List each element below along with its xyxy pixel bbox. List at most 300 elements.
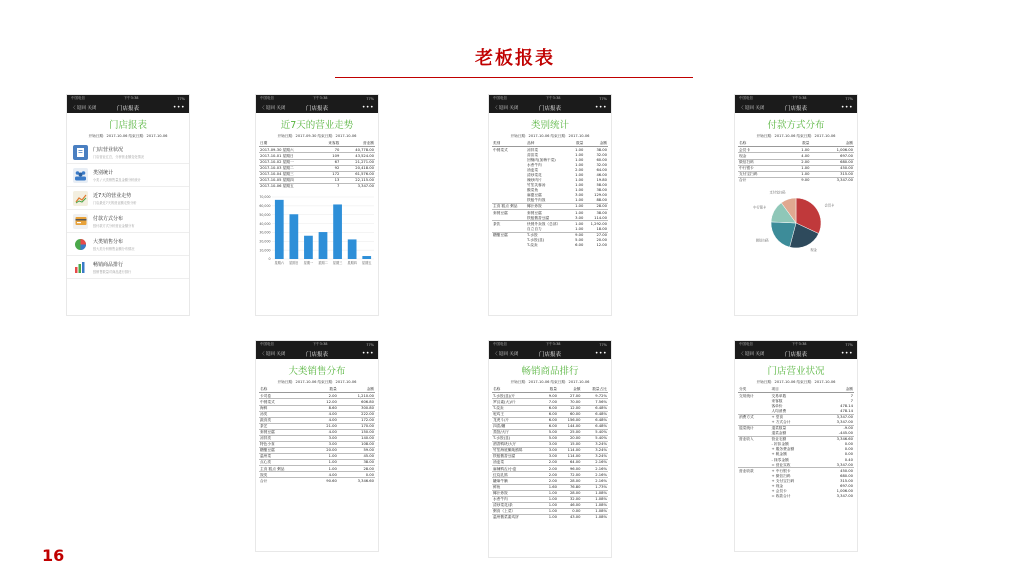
- back-button[interactable]: 〈 返回 关闭: [739, 351, 765, 357]
- table-cell: 1.73%: [582, 484, 609, 490]
- y-tick-label: 60,000: [259, 203, 271, 208]
- table-cell: 45.00: [338, 454, 375, 460]
- table-cell: 2.00: [542, 478, 558, 484]
- table-cell: T-水饺(韭): [527, 237, 545, 242]
- table-cell: T-烧卖: [492, 405, 542, 411]
- table-cell: 竹笙海底椰炖鹧鸪: [492, 448, 542, 454]
- column-header: 数量占比: [582, 387, 609, 393]
- carrier-label: 中国电信: [260, 96, 274, 100]
- table-cell: - 折扣金额: [771, 442, 789, 447]
- table-cell: 90.60: [312, 478, 337, 484]
- table-cell: T-烧卖: [527, 242, 538, 247]
- table-cell: 5.00: [542, 429, 558, 435]
- table-cell: 1.00: [571, 204, 584, 210]
- table-cell: 6.48%: [582, 423, 609, 429]
- table-cell: 0.00: [844, 452, 853, 457]
- table-cell: 172: [319, 171, 341, 177]
- carrier-label: 中国电信: [260, 342, 274, 346]
- table-cell: 1.00: [575, 147, 584, 152]
- date-range: 开始日期：2017-10-06 结束日期：2017-10-06: [756, 380, 836, 384]
- menu-item-7day-trend[interactable]: [67, 187, 189, 210]
- x-tick-label: 星期三: [332, 260, 343, 265]
- slice-label: 微信扫码: [755, 238, 769, 243]
- page-number: 16: [42, 546, 65, 565]
- table-cell: 4.00: [786, 153, 810, 159]
- table-cell: 109: [319, 153, 341, 159]
- table-cell: 交易统计: [739, 393, 754, 398]
- table-cell: 28.00: [338, 466, 375, 472]
- table-cell: 38.00: [596, 147, 607, 152]
- table-cell: T-水饺(韭)/斤: [493, 393, 516, 398]
- column-header: 金额: [818, 387, 854, 393]
- table-cell: 辣炒肉片: [527, 178, 542, 183]
- pie-chart-icon: [73, 237, 88, 252]
- table-cell: 38.00: [596, 188, 607, 193]
- table-cell: 3,347.00: [340, 183, 375, 189]
- table-cell: 1.00: [542, 490, 558, 496]
- report-menu: [67, 141, 189, 279]
- table-cell: 营业收入: [738, 437, 770, 443]
- table-cell: 222.00: [338, 411, 375, 417]
- table-cell: 主食 糕点 粥品: [259, 466, 312, 472]
- table-cell: 点心类: [259, 460, 312, 466]
- x-tick-label: 星期二: [318, 260, 328, 265]
- table-cell: 9.00: [571, 232, 584, 238]
- table-cell: 40,778.00: [355, 147, 374, 152]
- table-cell: 9.00: [786, 177, 810, 183]
- table-cell: 1.00: [575, 183, 584, 188]
- table-cell: 蔬食类: [259, 417, 312, 423]
- table-cell: 2.00: [542, 472, 558, 478]
- table-cell: 支付宝扫码: [738, 171, 786, 177]
- table-cell: 67: [319, 159, 341, 165]
- menu-item-title: 付款方式分布: [93, 215, 124, 222]
- table-row: [738, 177, 854, 183]
- nav-bar: [67, 102, 189, 113]
- table-cell: 茶艺: [259, 423, 312, 429]
- trend-bar-chart: [256, 193, 378, 273]
- table-cell: 114.00: [594, 215, 607, 220]
- table-cell: 129.00: [594, 193, 607, 198]
- table-cell: 卡司卷: [260, 393, 272, 398]
- back-button[interactable]: 〈 返回 关闭: [493, 351, 519, 357]
- table-row: [492, 514, 608, 520]
- table-cell: 19.80: [596, 178, 607, 183]
- table-cell: - 抹零金额: [771, 457, 789, 462]
- table-cell: 1.00: [542, 508, 558, 514]
- table-cell: 150.00: [338, 429, 375, 435]
- time-label: 下午3:38: [312, 342, 328, 346]
- table-cell: 697.00: [810, 153, 854, 159]
- table-row: [259, 478, 375, 484]
- table-cell: 退菜数量: [770, 425, 818, 431]
- table-cell: 1.00: [571, 221, 584, 227]
- table-cell: 3,347.00: [836, 462, 853, 467]
- bar: [362, 256, 371, 259]
- table-cell: + 堂食: [770, 414, 818, 420]
- menu-item-desc: 小类 / 大类销售量及金额分析统计: [93, 177, 141, 182]
- table-cell: 3.00: [575, 215, 584, 220]
- table-cell: 3,347.00: [818, 414, 854, 420]
- table-cell: 12.00: [312, 399, 337, 405]
- battery-label: 77%: [366, 342, 374, 347]
- table-cell: 6.48%: [582, 417, 609, 423]
- x-tick-label: 星期四: [347, 260, 357, 265]
- table-cell: 3,347.00: [810, 177, 854, 183]
- bar: [319, 232, 328, 259]
- table-cell: 温州酱菜素鸡饼: [492, 514, 542, 520]
- table-row: [492, 243, 608, 248]
- column-header: 金额: [558, 387, 582, 393]
- status-bar: [735, 341, 857, 348]
- table-cell: + 中行银卡: [770, 468, 818, 474]
- table-cell: 中餐菜式: [493, 147, 508, 152]
- table-cell: 3.24%: [582, 448, 609, 454]
- table-cell: 龙虎斗/斤: [492, 417, 542, 423]
- table-cell: 微信扫码: [738, 159, 786, 165]
- more-button[interactable]: •••: [840, 350, 853, 357]
- table-cell: 9.72%: [595, 393, 607, 398]
- more-button[interactable]: •••: [594, 104, 607, 111]
- menu-item-desc: 按销售数量对商品进行排行: [93, 269, 132, 274]
- table-cell: 6.00: [575, 242, 584, 247]
- column-header: 品种: [526, 141, 571, 147]
- table-cell: 6.00: [542, 423, 558, 429]
- back-button[interactable]: 〈 返回 关闭: [493, 105, 519, 111]
- table-row: [738, 494, 854, 499]
- table-cell: 6.48%: [582, 411, 609, 417]
- table-cell: 64.00: [596, 167, 607, 172]
- y-tick-label: 10,000: [259, 248, 271, 253]
- nav-title: 门店报表: [116, 105, 139, 112]
- back-button[interactable]: 〈 返回 关闭: [260, 105, 286, 111]
- table-cell: 72.00: [558, 472, 582, 478]
- table-cell: 27.00: [569, 393, 581, 398]
- table-cell: 3,346.60: [818, 437, 854, 443]
- table-cell: 0.40: [844, 457, 853, 462]
- status-bar: [67, 95, 189, 102]
- table-cell: 退菜统计: [738, 425, 770, 431]
- back-button[interactable]: 〈 返回 关闭: [71, 105, 97, 111]
- table-cell: 3,347.00: [836, 494, 853, 499]
- table-cell: 红烧乳鸽: [492, 472, 542, 478]
- table-cell: 60.00: [558, 411, 582, 417]
- page-title: 门店营业状况: [767, 366, 825, 377]
- table-cell: 5.40%: [582, 435, 609, 441]
- battery-label: 77%: [366, 96, 374, 101]
- table-cell: 退菜金额: [771, 431, 787, 436]
- table-cell: 1.08%: [582, 502, 609, 508]
- table-cell: 2.16%: [582, 478, 609, 484]
- phone-best-sellers: [488, 340, 612, 558]
- table-cell: 2.16%: [582, 472, 609, 478]
- nav-title: 门店报表: [784, 351, 807, 358]
- nav-title: 门店报表: [538, 351, 561, 358]
- table-cell: 2.16%: [582, 466, 609, 472]
- more-button[interactable]: •••: [840, 104, 853, 111]
- table-cell: 450.00: [818, 468, 854, 474]
- menu-item-best-sellers[interactable]: [67, 256, 189, 279]
- table-cell: 糖醋豆腐: [259, 448, 312, 454]
- credit-card-icon: [73, 214, 88, 229]
- table-cell: 四喜/罐: [492, 423, 542, 429]
- menu-item-store-status[interactable]: [67, 141, 189, 164]
- column-header: 数量: [312, 387, 337, 393]
- table-cell: 1.00: [571, 210, 584, 216]
- column-header: 数量: [542, 387, 558, 393]
- table-cell: 中行银卡: [738, 165, 786, 171]
- table-cell: 糖醋豆腐: [492, 232, 526, 238]
- time-label: 下午3:38: [791, 342, 807, 346]
- table-cell: + 方式合计: [771, 419, 791, 424]
- table-cell: 营业收款: [738, 468, 770, 474]
- table-cell: 3.00: [575, 193, 584, 198]
- table-cell: 1,292.00: [584, 221, 608, 227]
- column-header: 项目: [770, 387, 818, 393]
- table-cell: 1.60: [542, 484, 558, 490]
- x-tick-label: 星期五: [361, 260, 372, 265]
- table-cell: 驼鸡王: [492, 411, 542, 417]
- table-cell: 酸菜鱼: [527, 188, 539, 193]
- date-range: 开始日期：2017-09-30 结束日期：2017-10-06: [277, 134, 357, 138]
- nav-title: 门店报表: [305, 351, 328, 358]
- table-cell: 20.00: [312, 448, 337, 454]
- back-button[interactable]: 〈 返回 关闭: [260, 351, 286, 357]
- line-chart-icon: [73, 191, 88, 206]
- table-cell: 2.00: [542, 466, 558, 472]
- table-cell: 697.00: [840, 483, 853, 488]
- table-cell: [738, 494, 770, 499]
- column-header: 名称: [259, 387, 312, 393]
- table-cell: 4.00: [312, 429, 337, 435]
- table-cell: 20.00: [558, 435, 582, 441]
- table-cell: 32.00: [558, 496, 582, 502]
- table-cell: 粥食（上菜）: [492, 508, 542, 514]
- page-title: 门店报表: [108, 120, 147, 131]
- table-cell: 1.00: [542, 496, 558, 502]
- table-cell: 1.00: [575, 152, 584, 157]
- table-cell: 3.00: [542, 454, 558, 460]
- status-bar: [256, 341, 378, 348]
- table-cell: 2.00: [328, 393, 337, 398]
- table-cell: 20,418.00: [340, 165, 375, 171]
- table-cell: 蒜苗菜: [527, 152, 539, 157]
- table-cell: 7: [319, 183, 341, 189]
- table-row: [259, 183, 375, 189]
- table-cell: 4.00: [312, 472, 337, 478]
- table-cell: 3.00: [542, 448, 558, 454]
- table-cell: 1,006.00: [836, 147, 853, 152]
- table-cell: 蒸饺/大厅: [492, 429, 542, 435]
- table-cell: 1.00: [312, 454, 337, 460]
- table-cell: 2017-10-02 星期一: [259, 159, 319, 165]
- table-cell: 清炒菜花: [527, 172, 542, 177]
- menu-item-title: 类别统计: [93, 169, 114, 176]
- table-cell: 2017-10-04 星期三: [259, 171, 319, 177]
- carrier-label: 中国电信: [71, 96, 85, 100]
- payment-pie-chart: [735, 189, 857, 259]
- table-cell: + 服务费金额: [771, 447, 795, 452]
- table-cell: 套餐豆腐: [259, 429, 312, 435]
- slice-label: 中行银卡: [753, 205, 767, 210]
- table-cell: 1.00: [542, 502, 558, 508]
- more-button[interactable]: •••: [172, 104, 185, 111]
- nav-title: 门店报表: [538, 105, 561, 112]
- table-cell: 27.00: [584, 232, 608, 238]
- table-cell: 315.00: [810, 171, 854, 177]
- table-cell: 水煮牛肉: [527, 162, 542, 167]
- table-cell: 1,006.00: [836, 488, 853, 493]
- table-cell: 套餐豆腐: [526, 210, 571, 216]
- table-cell: 水煮牛肉: [492, 496, 542, 502]
- table-cell: 88.00: [596, 198, 607, 203]
- status-bar: [489, 341, 611, 348]
- page-title: 大类销售分布: [288, 366, 346, 377]
- table-cell: 61,576.00: [340, 171, 375, 177]
- table-cell: 2017-10-01 星期日: [259, 153, 319, 159]
- table-cell: 1.00: [575, 157, 584, 162]
- table-cell: 交易单数: [771, 393, 787, 398]
- table-cell: 22,115.00: [340, 177, 375, 183]
- table-cell: 3.00: [312, 442, 337, 448]
- table-cell: 茶饮: [492, 221, 526, 227]
- table-cell: 麻辣鸭舌/小盒: [492, 466, 542, 472]
- column-header: 金额: [810, 141, 854, 147]
- table-cell: 7.00: [542, 399, 558, 405]
- table-cell: 108.00: [338, 442, 375, 448]
- store-status-rows: [738, 393, 854, 499]
- menu-item-payment[interactable]: [67, 210, 189, 233]
- time-label: 下午3:38: [791, 96, 807, 100]
- table-cell: 营业毛额: [770, 437, 818, 443]
- table-cell: 3.00: [542, 442, 558, 448]
- table-cell: 1.00: [542, 514, 558, 520]
- menu-item-title: 大类销售分布: [93, 238, 124, 245]
- table-cell: 2.00: [575, 167, 584, 172]
- time-label: 下午3:38: [545, 342, 561, 346]
- table-cell: 2017-09-30 星期六: [260, 147, 294, 152]
- table-cell: 3.24%: [582, 454, 609, 460]
- bar: [348, 239, 357, 259]
- table-cell: 2017-10-06 星期五: [259, 183, 319, 189]
- table-cell: = 营业实收: [771, 462, 791, 467]
- nav-bar: [256, 348, 378, 359]
- table-cell: 92: [319, 165, 341, 171]
- table-cell: 1.00: [801, 147, 810, 152]
- table-cell: 回锅肉(加梅干菜): [527, 157, 556, 162]
- menu-item-category-stats[interactable]: [67, 164, 189, 187]
- date-range: 开始日期：2017-10-06 结束日期：2017-10-06: [756, 134, 836, 138]
- table-cell: 合计: [738, 177, 786, 183]
- battery-label: 77%: [599, 342, 607, 347]
- time-label: 下午3:38: [545, 96, 561, 100]
- more-button[interactable]: •••: [361, 104, 374, 111]
- more-button[interactable]: •••: [594, 350, 607, 357]
- table-cell: 罗汉素(大)/斤: [492, 399, 542, 405]
- table-cell: 铁板酱香豆腐: [527, 215, 550, 220]
- table-cell: 6.48%: [582, 405, 609, 411]
- table-cell: 1.00: [575, 198, 584, 203]
- table-cell: 300.80: [338, 405, 375, 411]
- more-button[interactable]: •••: [361, 350, 374, 357]
- table-cell: 21,271.00: [340, 159, 375, 165]
- date-range: 开始日期：2017-10-06 结束日期：2017-10-06: [88, 134, 168, 138]
- page-title: 畅销商品排行: [521, 366, 579, 377]
- table-cell: 铁板牛肉饭: [527, 198, 546, 203]
- table-cell: 现金: [738, 153, 786, 159]
- table-cell: 清炒菜花/条: [492, 502, 542, 508]
- table-cell: 58.00: [596, 183, 607, 188]
- nav-title: 门店报表: [784, 105, 807, 112]
- phone-store-menu: [66, 94, 190, 316]
- nav-bar: [256, 102, 378, 113]
- table-cell: 主食 糕点 粥品: [492, 204, 526, 210]
- table-cell: 70: [334, 147, 340, 152]
- table-cell: 46.00: [596, 172, 607, 177]
- table-cell: 油麦菜: [492, 460, 542, 466]
- menu-item-category-sales[interactable]: [67, 233, 189, 256]
- nav-title: 门店报表: [305, 105, 328, 112]
- table-cell: 12.00: [596, 242, 607, 247]
- status-bar: [735, 95, 857, 102]
- table-cell: 1.00: [575, 178, 584, 183]
- column-header: 分类: [738, 387, 770, 393]
- y-tick-label: 40,000: [259, 221, 271, 226]
- table-cell: [492, 243, 526, 248]
- table-cell: 28.00: [558, 478, 582, 484]
- table-cell: 43,524.00: [340, 153, 375, 159]
- category-sales-table: [259, 387, 375, 484]
- table-cell: 18.00: [596, 226, 607, 231]
- back-button[interactable]: 〈 返回 关闭: [739, 105, 765, 111]
- battery-label: 77%: [845, 342, 853, 347]
- table-cell: + 税金额: [771, 452, 787, 457]
- nav-bar: [489, 348, 611, 359]
- table-cell: 156.00: [558, 417, 582, 423]
- table-cell: 1.00: [786, 165, 810, 171]
- bar: [275, 200, 284, 259]
- column-header: 金额: [584, 141, 608, 147]
- date-range: 开始日期：2017-10-06 结束日期：2017-10-06: [510, 380, 590, 384]
- table-cell: 2.16%: [582, 460, 609, 466]
- table-cell: 7: [850, 393, 853, 398]
- table-cell: 5.00: [575, 237, 584, 242]
- table-cell: 鲜鱼: [492, 484, 542, 490]
- table-cell: 70.00: [558, 399, 582, 405]
- menu-item-desc: 按付款方式分析营业金额分布: [93, 223, 135, 228]
- table-cell: 0.00: [558, 508, 582, 514]
- best-sellers-table: [492, 387, 608, 520]
- table-cell: 28.00: [558, 490, 582, 496]
- table-cell: 4.00: [312, 417, 337, 423]
- slice-label: 支付宝扫码: [769, 190, 786, 195]
- battery-label: 77%: [845, 96, 853, 101]
- table-cell: 1.00: [575, 172, 584, 177]
- table-cell: 114.00: [558, 448, 582, 454]
- title-underline: [335, 77, 693, 78]
- table-cell: 3,347.00: [836, 419, 853, 424]
- table-cell: 凉拌类: [259, 435, 312, 441]
- table-cell: 114.00: [558, 454, 582, 460]
- table-cell: 3.24%: [582, 442, 609, 448]
- table-cell: 1.08%: [582, 496, 609, 502]
- table-cell: 680.00: [840, 473, 853, 478]
- table-cell: 汤类: [259, 411, 312, 417]
- column-header: 名称: [738, 141, 786, 147]
- table-cell: 1.00: [312, 466, 337, 472]
- table-cell: 60.00: [596, 157, 607, 162]
- table-cell: 椰汁炒饭: [526, 204, 571, 210]
